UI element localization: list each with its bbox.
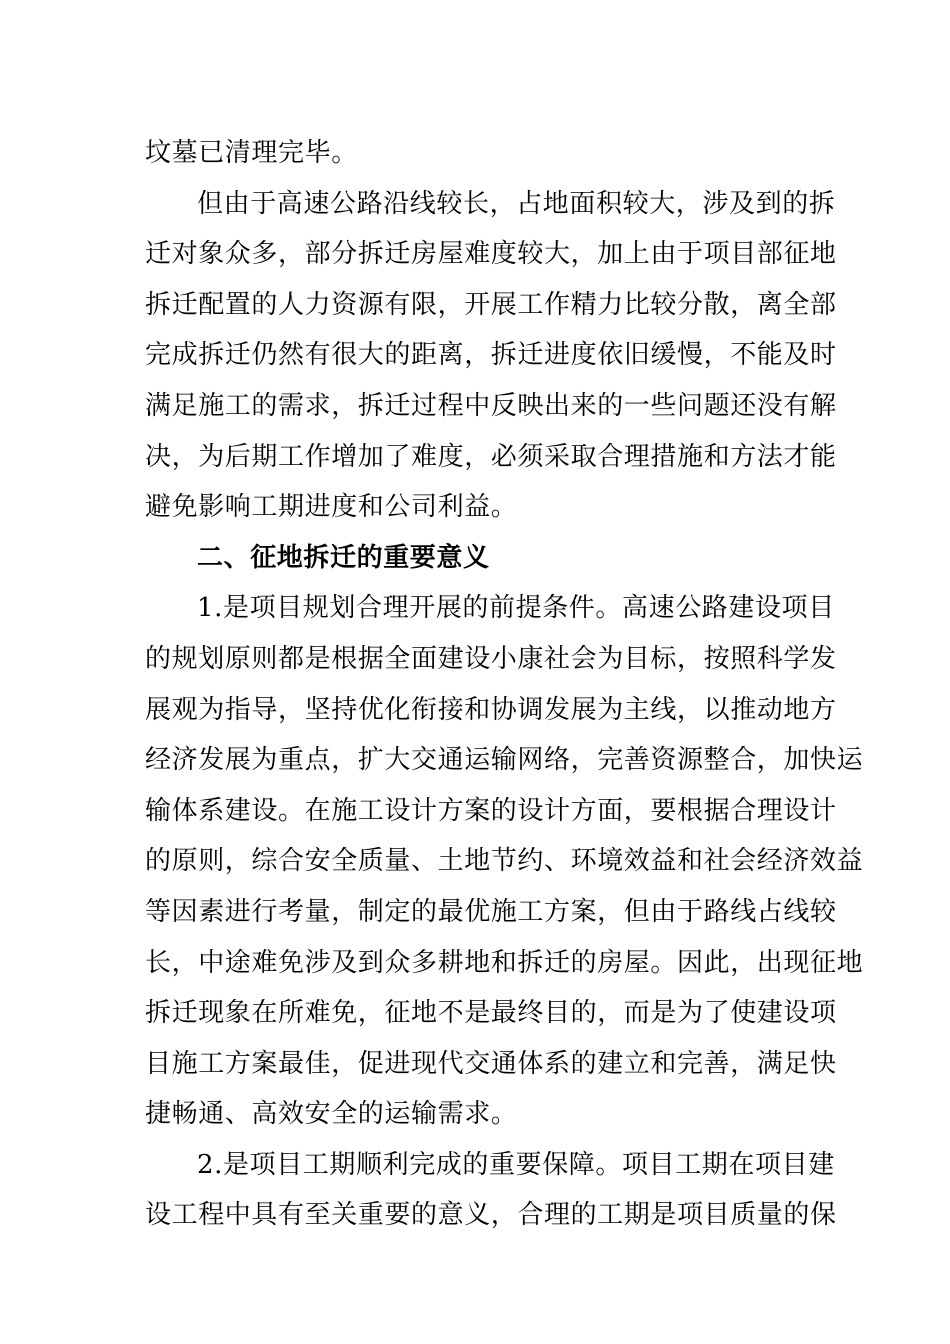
- section-heading-text: 二、征地拆迁的重要意义: [197, 542, 490, 573]
- text-line: 2.是项目工期顺利完成的重要保障。项目工期在项目建: [197, 1149, 835, 1180]
- paragraph-continuation: [145, 128, 807, 179]
- paragraph-point-1: [145, 583, 864, 1140]
- text-line: 长，中途难免涉及到众多耕地和拆迁的房屋。因此，出现征地: [145, 947, 864, 978]
- paragraph-demolition-difficulty: [145, 179, 837, 533]
- text-line: 1.是项目规划合理开展的前提条件。高速公路建设项目: [197, 593, 835, 624]
- text-line: 经济发展为重点，扩大交通运输网络，完善资源整合，加快运: [145, 745, 864, 776]
- text-line: 避免影响工期进度和公司利益。: [145, 492, 518, 523]
- text-line: 拆迁现象在所难免，征地不是最终目的，而是为了使建设项: [145, 998, 837, 1029]
- text-line: 等因素进行考量，制定的最优施工方案，但由于路线占线较: [145, 896, 837, 927]
- text-line: 展观为指导，坚持优化衔接和协调发展为主线，以推动地方: [145, 694, 837, 725]
- text-line: 拆迁配置的人力资源有限，开展工作精力比较分散，离全部: [145, 289, 837, 320]
- text-line: 满足施工的需求，拆迁过程中反映出来的一些问题还没有解: [145, 390, 837, 421]
- text-line: 迁对象众多，部分拆迁房屋难度较大，加上由于项目部征地: [145, 239, 837, 270]
- text-line: 的规划原则都是根据全面建设小康社会为目标，按照科学发: [145, 643, 837, 674]
- text-line: 输体系建设。在施工设计方案的设计方面，要根据合理设计: [145, 795, 837, 826]
- text-line: 坟墓已清理完毕。: [145, 138, 358, 168]
- paragraph-point-2: [145, 1140, 837, 1241]
- text-line: 但由于高速公路沿线较长，占地面积较大，涉及到的拆: [197, 188, 836, 219]
- text-line: 的原则，综合安全质量、土地节约、环境效益和社会经济效益: [145, 846, 864, 877]
- text-line: 目施工方案最佳，促进现代交通体系的建立和完善，满足快: [145, 1048, 837, 1079]
- text-line: 捷畅通、高效安全的运输需求。: [145, 1099, 518, 1130]
- text-line: 决，为后期工作增加了难度，必须采取合理措施和方法才能: [145, 441, 837, 472]
- section-heading: [145, 533, 807, 584]
- document-body: [145, 128, 864, 1241]
- text-line: 设工程中具有至关重要的意义，合理的工期是项目质量的保: [145, 1200, 837, 1231]
- text-line: 完成拆迁仍然有很大的距离，拆迁进度依旧缓慢，不能及时: [145, 340, 837, 371]
